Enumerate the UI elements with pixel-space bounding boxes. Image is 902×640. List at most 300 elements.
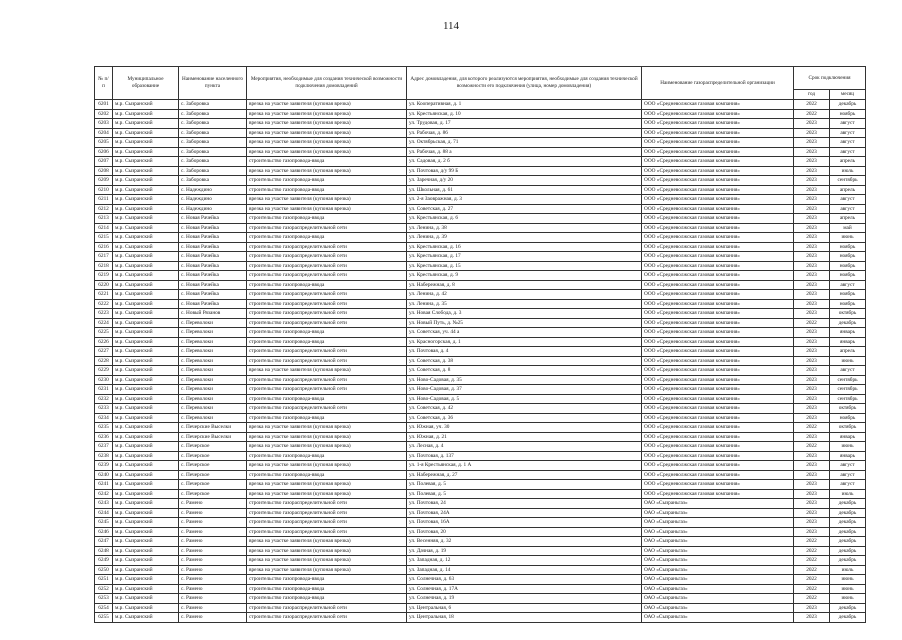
row-month-cell: апрель (830, 157, 866, 167)
row-year-cell: 2022 (794, 594, 830, 604)
row-settlement-cell: с. Новая Рачейка (179, 261, 247, 271)
table-row (95, 565, 866, 575)
row-address-cell: ул. Полевая, д. 5 (407, 480, 642, 490)
row-measure-cell: строительство газопровода-ввода (247, 214, 407, 224)
row-settlement-cell: с. Заборовка (179, 176, 247, 186)
col-month-header: месяц (830, 90, 866, 100)
row-org-cell: ООО «Средневолжская газовая компания» (642, 290, 794, 300)
table-row (95, 356, 866, 366)
row-month-cell: декабрь (830, 613, 866, 623)
row-org-cell: ООО «Средневолжская газовая компания» (642, 489, 794, 499)
row-org-cell: ООО «Средневолжская газовая компания» (642, 214, 794, 224)
col-settlement-header: Наименование населенного пункта (179, 67, 247, 100)
row-settlement-cell: с. Печерские Выселки (179, 423, 247, 433)
row-num-cell: 6251 (95, 575, 113, 585)
row-year-cell: 2023 (794, 413, 830, 423)
row-address-cell: ул. Школьная, д. 61 (407, 185, 642, 195)
row-measure-cell: врезка на участке заявителя (купоная врезка) (247, 489, 407, 499)
row-municipality-cell: м.р. Сызранский (113, 575, 179, 585)
col-municipality-header: Муниципальное образование (113, 67, 179, 100)
row-org-cell: ООО «Средневолжская газовая компания» (642, 138, 794, 148)
row-org-cell: ООО «Средневолжская газовая компания» (642, 261, 794, 271)
row-settlement-cell: с. Новая Рачейка (179, 252, 247, 262)
row-month-cell: декабрь (830, 603, 866, 613)
row-municipality-cell: м.р. Сызранский (113, 385, 179, 395)
table-row (95, 309, 866, 319)
col-address-header: Адрес домовладения, для которого реализуются мероприятия, необходимые для создания технической возможности его подключения (улица, номер домовладения) (407, 67, 642, 100)
row-year-cell: 2023 (794, 527, 830, 537)
row-num-cell: 6228 (95, 356, 113, 366)
table-row (95, 290, 866, 300)
row-address-cell: ул. Новый Путь, д. №25 (407, 318, 642, 328)
row-settlement-cell: с. Переволоки (179, 385, 247, 395)
row-num-cell: 6202 (95, 109, 113, 119)
page-number: 114 (442, 20, 460, 32)
row-org-cell: ООО «Средневолжская газовая компания» (642, 480, 794, 490)
row-address-cell: ул. Октябрьская, д. 71 (407, 138, 642, 148)
table-row (95, 442, 866, 452)
row-municipality-cell: м.р. Сызранский (113, 223, 179, 233)
row-settlement-cell: с. Заборовка (179, 157, 247, 167)
row-org-cell: ОАО «Сызраньгаз» (642, 603, 794, 613)
row-year-cell: 2023 (794, 176, 830, 186)
row-year-cell: 2022 (794, 556, 830, 566)
row-month-cell: ноябрь (830, 413, 866, 423)
col-measures-header: Мероприятия, необходимые для создания технической возможности подключения домовладений (247, 67, 407, 100)
row-num-cell: 6233 (95, 404, 113, 414)
row-year-cell: 2023 (794, 613, 830, 623)
row-year-cell: 2023 (794, 261, 830, 271)
table-row (95, 223, 866, 233)
row-settlement-cell: с. Новая Рачейка (179, 242, 247, 252)
row-org-cell: ООО «Средневолжская газовая компания» (642, 100, 794, 110)
row-year-cell: 2023 (794, 204, 830, 214)
row-measure-cell: врезка на участке заявителя (купоная врезка) (247, 442, 407, 452)
row-num-cell: 6253 (95, 594, 113, 604)
row-settlement-cell: с. Рамено (179, 518, 247, 528)
row-municipality-cell: м.р. Сызранский (113, 280, 179, 290)
row-month-cell: июнь (830, 594, 866, 604)
row-measure-cell: врезка на участке заявителя (купоная врезка) (247, 138, 407, 148)
row-municipality-cell: м.р. Сызранский (113, 489, 179, 499)
table-row (95, 489, 866, 499)
row-settlement-cell: с. Печерское (179, 480, 247, 490)
row-address-cell: ул. Ленина, д. 38 (407, 223, 642, 233)
row-measure-cell: врезка на участке заявителя (купоная врезка) (247, 423, 407, 433)
row-org-cell: ООО «Средневолжская газовая компания» (642, 423, 794, 433)
row-year-cell: 2023 (794, 185, 830, 195)
row-municipality-cell: м.р. Сызранский (113, 461, 179, 471)
row-org-cell: ОАО «Сызраньгаз» (642, 537, 794, 547)
row-municipality-cell: м.р. Сызранский (113, 470, 179, 480)
row-num-cell: 6245 (95, 518, 113, 528)
row-num-cell: 6208 (95, 166, 113, 176)
row-month-cell: август (830, 204, 866, 214)
table-row (95, 195, 866, 205)
row-month-cell: январь (830, 328, 866, 338)
row-address-cell: ул. Ново-Садовая, д. 35 (407, 375, 642, 385)
table-row (95, 166, 866, 176)
col-org-header: Наименование газораспределительной организации (642, 67, 794, 100)
row-year-cell: 2023 (794, 271, 830, 281)
row-org-cell: ООО «Средневолжская газовая компания» (642, 328, 794, 338)
row-measure-cell: строительство газораспределительной сети (247, 347, 407, 357)
row-measure-cell: строительство газораспределительной сети (247, 603, 407, 613)
row-settlement-cell: с. Печерское (179, 461, 247, 471)
table-row (95, 461, 866, 471)
row-settlement-cell: с. Новая Рачейка (179, 223, 247, 233)
row-settlement-cell: с. Переволоки (179, 318, 247, 328)
row-measure-cell: строительство газораспределительной сети (247, 223, 407, 233)
row-measure-cell: строительство газопровода-ввода (247, 157, 407, 167)
row-num-cell: 6207 (95, 157, 113, 167)
col-year-header: год (794, 90, 830, 100)
row-num-cell: 6229 (95, 366, 113, 376)
table-row (95, 603, 866, 613)
row-measure-cell: врезка на участке заявителя (купоная врезка) (247, 565, 407, 575)
row-year-cell: 2023 (794, 394, 830, 404)
row-year-cell: 2023 (794, 337, 830, 347)
row-month-cell: август (830, 470, 866, 480)
row-address-cell: ул. Ленина, д. 42 (407, 290, 642, 300)
row-num-cell: 6231 (95, 385, 113, 395)
row-org-cell: ООО «Средневолжская газовая компания» (642, 128, 794, 138)
row-month-cell: октябрь (830, 309, 866, 319)
row-month-cell: июнь (830, 575, 866, 585)
table-row (95, 318, 866, 328)
row-num-cell: 6237 (95, 442, 113, 452)
row-measure-cell: строительство газораспределительной сети (247, 271, 407, 281)
row-settlement-cell: с. Заборовка (179, 166, 247, 176)
table-row (95, 185, 866, 195)
row-municipality-cell: м.р. Сызранский (113, 261, 179, 271)
table-row (95, 499, 866, 509)
row-municipality-cell: м.р. Сызранский (113, 565, 179, 575)
row-month-cell: август (830, 280, 866, 290)
table-body (95, 100, 866, 623)
row-municipality-cell: м.р. Сызранский (113, 214, 179, 224)
row-month-cell: июль (830, 166, 866, 176)
row-settlement-cell: с. Заборовка (179, 147, 247, 157)
row-municipality-cell: м.р. Сызранский (113, 157, 179, 167)
row-measure-cell: строительство газораспределительной сети (247, 290, 407, 300)
row-settlement-cell: с. Рамено (179, 527, 247, 537)
row-num-cell: 6209 (95, 176, 113, 186)
row-municipality-cell: м.р. Сызранский (113, 537, 179, 547)
row-num-cell: 6220 (95, 280, 113, 290)
row-settlement-cell: с. Переволоки (179, 337, 247, 347)
row-address-cell: ул. Советская, уч. 44 а (407, 328, 642, 338)
row-municipality-cell: м.р. Сызранский (113, 176, 179, 186)
row-address-cell: ул. Западная, д. 14 (407, 565, 642, 575)
row-org-cell: ООО «Средневолжская газовая компания» (642, 252, 794, 262)
table-row (95, 575, 866, 585)
row-org-cell: ООО «Средневолжская газовая компания» (642, 280, 794, 290)
row-month-cell: декабрь (830, 556, 866, 566)
row-settlement-cell: с. Рамено (179, 556, 247, 566)
row-org-cell: ООО «Средневолжская газовая компания» (642, 318, 794, 328)
row-org-cell: ОАО «Сызраньгаз» (642, 594, 794, 604)
row-address-cell: ул. Почтовая, д. 137 (407, 451, 642, 461)
row-address-cell: ул. Почтовая, 20 (407, 527, 642, 537)
row-year-cell: 2023 (794, 489, 830, 499)
table-row (95, 480, 866, 490)
row-num-cell: 6227 (95, 347, 113, 357)
row-municipality-cell: м.р. Сызранский (113, 413, 179, 423)
row-address-cell: ул. Садовая, д. 2 б (407, 157, 642, 167)
row-measure-cell: врезка на участке заявителя (купоная врезка) (247, 204, 407, 214)
row-org-cell: ОАО «Сызраньгаз» (642, 565, 794, 575)
row-address-cell: ул. Дачная, д. 19 (407, 546, 642, 556)
row-address-cell: ул. Ново-Садовая, д. 37 (407, 385, 642, 395)
table-row (95, 233, 866, 243)
row-municipality-cell: м.р. Сызранский (113, 318, 179, 328)
row-measure-cell: врезка на участке заявителя (купоная врезка) (247, 109, 407, 119)
row-municipality-cell: м.р. Сызранский (113, 119, 179, 129)
row-year-cell: 2023 (794, 347, 830, 357)
table-row (95, 176, 866, 186)
row-org-cell: ОАО «Сызраньгаз» (642, 556, 794, 566)
row-year-cell: 2022 (794, 584, 830, 594)
row-settlement-cell: с. Переволоки (179, 347, 247, 357)
row-num-cell: 6236 (95, 432, 113, 442)
row-month-cell: январь (830, 432, 866, 442)
row-settlement-cell: с. Переволоки (179, 366, 247, 376)
row-org-cell: ООО «Средневолжская газовая компания» (642, 356, 794, 366)
row-month-cell: ноябрь (830, 299, 866, 309)
row-num-cell: 6254 (95, 603, 113, 613)
row-settlement-cell: с. Рамено (179, 537, 247, 547)
row-measure-cell: строительство газораспределительной сети (247, 242, 407, 252)
table-row (95, 546, 866, 556)
row-num-cell: 6244 (95, 508, 113, 518)
row-year-cell: 2023 (794, 138, 830, 148)
row-num-cell: 6213 (95, 214, 113, 224)
row-org-cell: ОАО «Сызраньгаз» (642, 518, 794, 528)
row-num-cell: 6238 (95, 451, 113, 461)
row-municipality-cell: м.р. Сызранский (113, 147, 179, 157)
row-settlement-cell: с. Рамено (179, 613, 247, 623)
row-month-cell: ноябрь (830, 290, 866, 300)
row-address-cell: ул. Почтовая, д. 4 (407, 347, 642, 357)
row-address-cell: ул. Трудовая, д. 17 (407, 119, 642, 129)
row-year-cell: 2023 (794, 480, 830, 490)
row-org-cell: ООО «Средневолжская газовая компания» (642, 157, 794, 167)
row-year-cell: 2022 (794, 546, 830, 556)
row-month-cell: ноябрь (830, 252, 866, 262)
row-municipality-cell: м.р. Сызранский (113, 556, 179, 566)
row-municipality-cell: м.р. Сызранский (113, 394, 179, 404)
row-measure-cell: врезка на участке заявителя (купоная врезка) (247, 195, 407, 205)
row-address-cell: ул. Крестьянская, д. 9 (407, 271, 642, 281)
row-month-cell: июль (830, 565, 866, 575)
table-row (95, 508, 866, 518)
row-year-cell: 2023 (794, 518, 830, 528)
row-measure-cell: строительство газораспределительной сети (247, 375, 407, 385)
row-num-cell: 6246 (95, 527, 113, 537)
table-row (95, 280, 866, 290)
row-address-cell: ул. Советская, д. 27 (407, 204, 642, 214)
row-settlement-cell: с. Печерские Выселки (179, 432, 247, 442)
row-municipality-cell: м.р. Сызранский (113, 347, 179, 357)
row-municipality-cell: м.р. Сызранский (113, 508, 179, 518)
row-org-cell: ОАО «Сызраньгаз» (642, 546, 794, 556)
row-month-cell: август (830, 128, 866, 138)
row-municipality-cell: м.р. Сызранский (113, 442, 179, 452)
row-month-cell: июнь (830, 233, 866, 243)
row-municipality-cell: м.р. Сызранский (113, 185, 179, 195)
register-table (94, 66, 866, 623)
row-measure-cell: строительство газопровода-ввода (247, 185, 407, 195)
row-municipality-cell: м.р. Сызранский (113, 518, 179, 528)
row-month-cell: декабрь (830, 508, 866, 518)
row-settlement-cell: с. Заборовка (179, 128, 247, 138)
row-address-cell: ул. Крестьянская, д. 6 (407, 214, 642, 224)
row-municipality-cell: м.р. Сызранский (113, 328, 179, 338)
row-month-cell: декабрь (830, 518, 866, 528)
row-settlement-cell: с. Рамено (179, 565, 247, 575)
row-year-cell: 2023 (794, 404, 830, 414)
row-settlement-cell: с. Рамено (179, 508, 247, 518)
col-deadline-header: Срок подключения (794, 67, 866, 90)
row-municipality-cell: м.р. Сызранский (113, 195, 179, 205)
row-address-cell: ул. Набережная, д. 27 (407, 470, 642, 480)
row-municipality-cell: м.р. Сызранский (113, 603, 179, 613)
row-address-cell: ул. Солнечная, д. 19 (407, 594, 642, 604)
row-num-cell: 6255 (95, 613, 113, 623)
row-org-cell: ООО «Средневолжская газовая компания» (642, 404, 794, 414)
row-org-cell: ООО «Средневолжская газовая компания» (642, 337, 794, 347)
row-address-cell: ул. Почтовая, 24А (407, 508, 642, 518)
row-municipality-cell: м.р. Сызранский (113, 138, 179, 148)
row-year-cell: 2022 (794, 537, 830, 547)
row-settlement-cell: с. Переволоки (179, 404, 247, 414)
row-settlement-cell: с. Рамено (179, 603, 247, 613)
row-month-cell: май (830, 223, 866, 233)
row-address-cell: ул. Советская, д. 8 (407, 366, 642, 376)
table-row (95, 556, 866, 566)
row-address-cell: ул. Красногорская, д. 1 (407, 337, 642, 347)
row-address-cell: ул. Южная, д. 21 (407, 432, 642, 442)
row-org-cell: ООО «Средневолжская газовая компания» (642, 413, 794, 423)
row-month-cell: январь (830, 451, 866, 461)
row-num-cell: 6223 (95, 309, 113, 319)
row-municipality-cell: м.р. Сызранский (113, 109, 179, 119)
row-month-cell: август (830, 138, 866, 148)
row-org-cell: ООО «Средневолжская газовая компания» (642, 271, 794, 281)
row-num-cell: 6224 (95, 318, 113, 328)
row-num-cell: 6250 (95, 565, 113, 575)
row-month-cell: ноябрь (830, 271, 866, 281)
row-month-cell: август (830, 366, 866, 376)
row-municipality-cell: м.р. Сызранский (113, 337, 179, 347)
row-measure-cell: строительство газопровода-ввода (247, 233, 407, 243)
row-measure-cell: строительство газораспределительной сети (247, 356, 407, 366)
table-row (95, 109, 866, 119)
row-month-cell: август (830, 195, 866, 205)
row-measure-cell: врезка на участке заявителя (купоная врезка) (247, 366, 407, 376)
table-row (95, 214, 866, 224)
row-municipality-cell: м.р. Сызранский (113, 546, 179, 556)
table-row (95, 613, 866, 623)
row-municipality-cell: м.р. Сызранский (113, 499, 179, 509)
table-row (95, 375, 866, 385)
table-row (95, 100, 866, 110)
row-municipality-cell: м.р. Сызранский (113, 242, 179, 252)
row-settlement-cell: с. Печерское (179, 489, 247, 499)
row-address-cell: ул. Западная, д. 12 (407, 556, 642, 566)
row-num-cell: 6219 (95, 271, 113, 281)
row-year-cell: 2023 (794, 375, 830, 385)
row-municipality-cell: м.р. Сызранский (113, 594, 179, 604)
row-org-cell: ООО «Средневолжская газовая компания» (642, 375, 794, 385)
row-year-cell: 2023 (794, 451, 830, 461)
table-row (95, 537, 866, 547)
row-org-cell: ООО «Средневолжская газовая компания» (642, 242, 794, 252)
row-address-cell: ул. Центральная, 18 (407, 613, 642, 623)
row-year-cell: 2023 (794, 385, 830, 395)
row-num-cell: 6242 (95, 489, 113, 499)
row-address-cell: ул. Солнечная, д. 63 (407, 575, 642, 585)
row-address-cell: ул. Советская, д. 38 (407, 356, 642, 366)
row-address-cell: ул. Советская, д. 36 (407, 413, 642, 423)
table-row (95, 271, 866, 281)
row-org-cell: ОАО «Сызраньгаз» (642, 527, 794, 537)
row-month-cell: июнь (830, 442, 866, 452)
row-month-cell: декабрь (830, 100, 866, 110)
row-address-cell: ул. Набережная, д. 8 (407, 280, 642, 290)
row-org-cell: ООО «Средневолжская газовая компания» (642, 223, 794, 233)
row-num-cell: 6252 (95, 584, 113, 594)
table-row (95, 432, 866, 442)
row-org-cell: ОАО «Сызраньгаз» (642, 499, 794, 509)
row-month-cell: ноябрь (830, 261, 866, 271)
row-measure-cell: врезка на участке заявителя (купоная врезка) (247, 556, 407, 566)
row-org-cell: ОАО «Сызраньгаз» (642, 584, 794, 594)
row-address-cell: ул. Южная, уч. 30 (407, 423, 642, 433)
row-year-cell: 2023 (794, 119, 830, 129)
row-org-cell: ООО «Средневолжская газовая компания» (642, 233, 794, 243)
row-settlement-cell: с. Печерское (179, 470, 247, 480)
table-row (95, 394, 866, 404)
row-year-cell: 2023 (794, 214, 830, 224)
row-month-cell: август (830, 480, 866, 490)
row-address-cell: ул. Ленина, д. 35 (407, 299, 642, 309)
table-row (95, 157, 866, 167)
row-measure-cell: строительство газопровода-ввода (247, 470, 407, 480)
row-municipality-cell: м.р. Сызранский (113, 233, 179, 243)
row-org-cell: ООО «Средневолжская газовая компания» (642, 299, 794, 309)
row-measure-cell: строительство газораспределительной сети (247, 518, 407, 528)
row-measure-cell: строительство газораспределительной сети (247, 299, 407, 309)
row-year-cell: 2023 (794, 328, 830, 338)
row-month-cell: август (830, 461, 866, 471)
row-num-cell: 6240 (95, 470, 113, 480)
table-row (95, 518, 866, 528)
row-municipality-cell: м.р. Сызранский (113, 527, 179, 537)
row-month-cell: декабрь (830, 527, 866, 537)
row-municipality-cell: м.р. Сызранский (113, 100, 179, 110)
row-measure-cell: врезка на участке заявителя (купоная врезка) (247, 100, 407, 110)
row-year-cell: 2022 (794, 109, 830, 119)
row-num-cell: 6205 (95, 138, 113, 148)
row-month-cell: ноябрь (830, 109, 866, 119)
table-row (95, 366, 866, 376)
row-org-cell: ООО «Средневолжская газовая компания» (642, 119, 794, 129)
row-org-cell: ООО «Средневолжская газовая компания» (642, 166, 794, 176)
row-year-cell: 2022 (794, 565, 830, 575)
row-address-cell: ул. Заречная, д/у 20 (407, 176, 642, 186)
